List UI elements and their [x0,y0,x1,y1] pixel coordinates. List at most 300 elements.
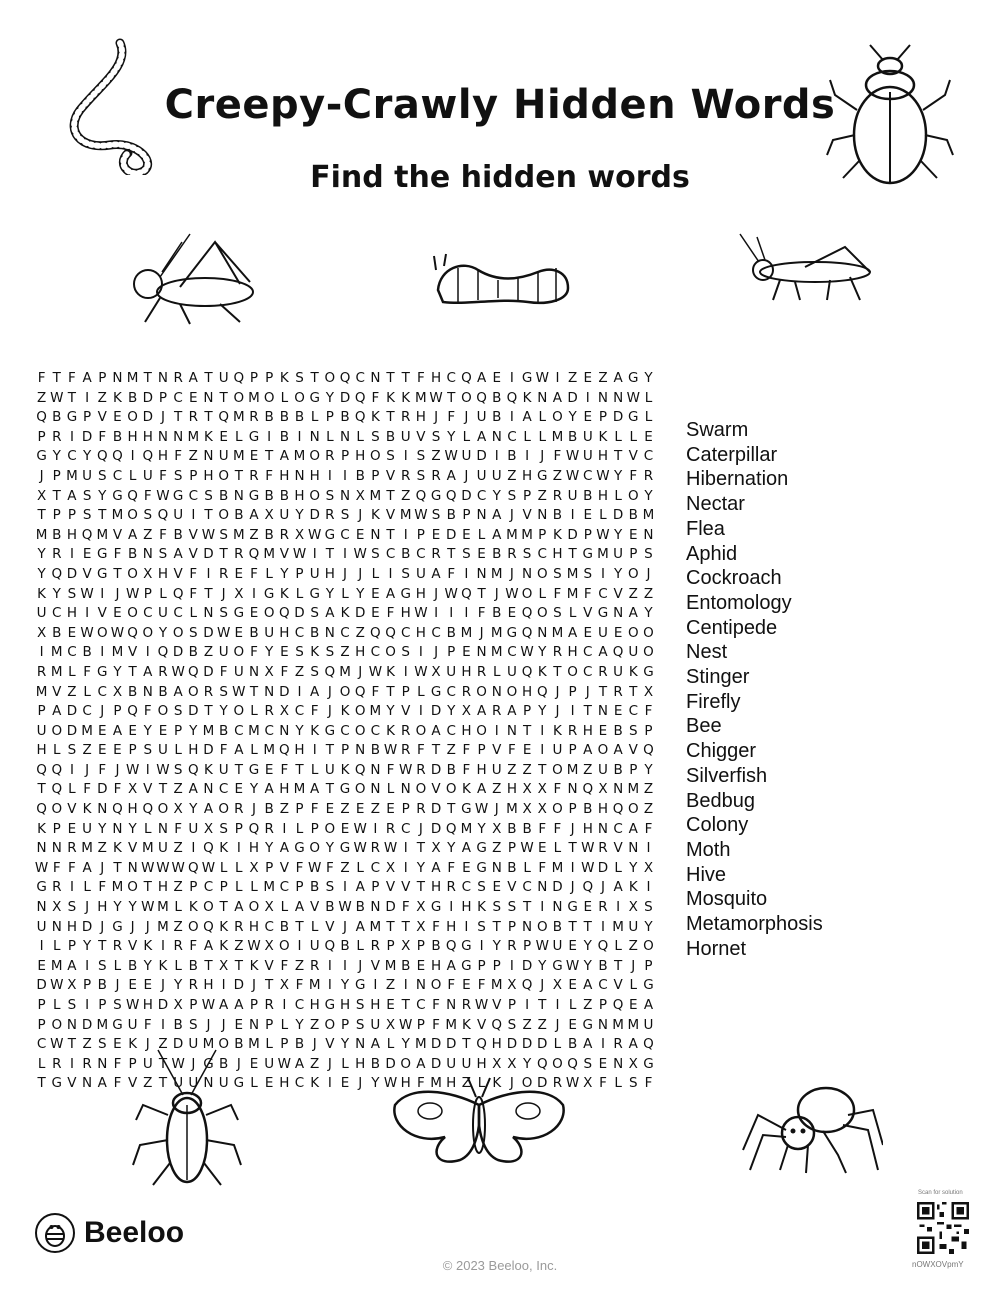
grid-letter: D [66,565,78,582]
grid-letter: O [552,801,563,818]
word-list-item: Bedbug [686,789,755,812]
grid-letter: N [157,370,169,386]
grid-letter: J [115,977,120,994]
grid-letter: E [568,977,577,994]
grid-letter: O [445,781,457,798]
grid-letter: J [509,507,514,524]
grid-letter: L [386,781,395,798]
grid-letter: N [613,389,624,406]
grid-row [34,919,656,939]
grid-letter: S [173,467,183,484]
grid-letter: C [112,467,123,484]
grid-letter: S [295,370,304,386]
grid-letter: U [309,938,320,955]
grid-letter: Y [477,820,486,837]
grid-letter: X [401,938,411,955]
word-list-item: Firefly [686,690,741,713]
grid-letter: I [525,997,530,1013]
grid-letter: O [233,644,245,661]
grid-letter: R [249,467,259,484]
grid-letter: W [414,605,428,622]
grid-letter: B [628,507,638,524]
grid-letter: I [85,605,90,622]
grid-letter: Z [507,467,517,484]
grid-letter: I [600,565,605,582]
word-list-item: Centipede [686,616,778,639]
grid-letter: H [142,428,153,445]
grid-letter: X [264,507,274,524]
grid-letter: B [325,899,335,916]
grid-letter: Q [203,840,214,857]
grid-letter: O [172,624,184,641]
grid-letter: R [370,840,381,857]
grid-letter: I [509,957,514,974]
grid-letter: A [112,722,123,739]
grid-letter: Y [189,722,198,739]
grid-letter: N [537,389,548,406]
grid-letter: O [354,722,366,739]
grid-letter: I [646,879,651,896]
grid-letter: L [614,859,622,876]
grid-letter: B [279,918,289,935]
grid-row [34,684,656,704]
grid-letter: O [127,409,138,426]
grid-letter: G [324,526,336,543]
grid-letter: X [385,859,396,876]
grid-letter: H [476,1055,487,1072]
grid-letter: R [234,918,244,935]
grid-letter: Q [187,663,199,680]
grid-letter: D [172,1036,184,1053]
grid-letter: R [309,957,320,974]
grid-letter: I [570,703,575,720]
grid-letter: M [50,644,63,661]
grid-letter: T [568,546,577,563]
grid-letter: M [612,1016,624,1033]
grid-letter: D [446,1036,457,1053]
grid-letter: A [279,448,289,465]
grid-letter: A [355,879,365,896]
grid-letter: G [339,781,351,798]
grid-letter: C [613,820,623,837]
grid-letter: A [476,781,487,798]
grid-letter: Z [355,624,365,641]
grid-letter: P [310,820,319,837]
word-list-item: Silverfish [686,764,768,787]
grid-letter: Y [522,1055,532,1072]
grid-letter: S [553,565,562,582]
grid-letter: U [264,1055,275,1072]
grid-letter: Z [537,1016,547,1033]
grid-letter: W [429,389,443,406]
grid-letter: U [613,546,624,563]
grid-letter: M [445,1016,458,1033]
grid-letter: Z [143,1075,153,1092]
grid-letter: Z [446,742,456,759]
grid-letter: D [157,997,169,1013]
grid-letter: T [447,801,456,818]
grid-letter: H [506,781,517,798]
grid-letter: P [113,703,122,720]
grid-letter: O [309,448,320,465]
grid-letter: I [388,565,393,582]
grid-letter: Q [127,703,138,720]
grid-letter: A [507,703,517,720]
grid-letter: M [612,918,624,935]
grid-letter: X [36,487,47,504]
grid-letter: L [614,487,622,504]
grid-letter: N [324,624,335,641]
grid-letter: I [267,428,272,445]
grid-letter: U [218,761,229,778]
grid-letter: T [401,997,410,1013]
grid-letter: G [36,448,47,465]
grid-letter: M [35,526,48,543]
grid-letter: H [188,742,199,759]
grid-letter: I [494,722,499,739]
grid-letter: L [568,997,577,1013]
grid-letter: I [555,997,560,1013]
grid-letter: U [158,605,168,622]
grid-letter: D [506,1036,518,1053]
grid-letter: L [128,467,137,484]
grid-letter: I [646,840,651,857]
grid-letter: M [263,742,275,759]
grid-letter: O [324,820,336,837]
grid-letter: V [279,859,289,876]
grid-letter: N [597,389,608,406]
grid-letter: I [343,467,348,484]
grid-letter: F [508,742,516,759]
grid-letter: H [203,977,214,994]
grid-letter: N [476,565,487,582]
grid-letter: M [141,840,154,857]
grid-letter: I [525,448,530,465]
grid-letter: N [36,840,47,857]
grid-letter: O [476,722,487,739]
word-list-item: Bee [686,715,722,738]
grid-letter: J [585,683,590,700]
grid-letter: T [174,409,183,426]
grid-letter: F [37,370,46,386]
grid-row [34,821,656,841]
grid-letter: R [203,683,214,700]
grid-letter: V [628,742,638,759]
grid-letter: F [477,977,486,994]
grid-letter: T [37,1075,46,1092]
grid-letter: B [310,879,320,896]
grid-letter: P [295,801,304,818]
grid-letter: I [191,507,196,524]
grid-letter: T [416,840,425,857]
grid-letter: R [552,1075,563,1092]
grid-letter: P [629,761,638,778]
word-list-item: Metamorphosis [686,913,823,936]
grid-letter: T [265,977,274,994]
grid-letter: A [476,703,487,720]
grid-letter: V [97,605,107,622]
grid-letter: Q [461,370,472,386]
grid-letter: B [249,624,259,641]
grid-letter: S [97,1036,107,1053]
grid-letter: C [36,1036,47,1053]
grid-letter: U [628,644,639,661]
grid-letter: F [310,801,319,818]
grid-letter: E [462,526,471,543]
grid-letter: Q [643,1036,654,1053]
grid-letter: C [400,820,411,837]
word-list-item: Moth [686,838,731,861]
grid-letter: A [476,370,487,386]
grid-letter: Z [492,781,502,798]
grid-letter: V [127,1075,138,1092]
grid-letter: N [537,624,548,641]
grid-letter: P [67,938,76,955]
grid-letter: Z [294,957,305,974]
grid-letter: Q [127,487,138,504]
grid-letter: Y [325,840,334,857]
grid-letter: A [310,781,320,798]
grid-letter: F [447,409,456,426]
word-list-item: Nectar [686,493,745,516]
brand-logo [34,1212,184,1254]
grid-letter: L [417,683,425,700]
grid-letter: Y [644,918,653,935]
grid-letter: N [203,1075,214,1092]
grid-letter: S [219,526,228,543]
grid-letter: R [249,409,259,426]
grid-letter: T [431,742,441,759]
grid-letter: R [476,663,487,680]
grid-letter: O [627,487,639,504]
grid-letter: F [83,781,91,798]
word-list-item: Aphid [686,542,738,565]
grid-letter: N [97,801,108,818]
grid-letter: P [98,370,107,386]
worm-icon [60,35,170,175]
grid-letter: P [447,644,456,661]
grid-letter: L [265,565,273,582]
grid-letter: P [83,409,92,426]
grid-letter: E [280,644,289,661]
grid-letter: T [67,389,77,406]
grid-letter: W [399,1016,413,1033]
grid-letter: G [400,585,411,602]
grid-letter: H [355,644,366,661]
grid-letter: K [219,938,229,955]
grid-letter: V [264,957,274,974]
grid-letter: K [553,526,562,543]
grid-letter: F [83,663,91,680]
grid-letter: U [82,467,93,484]
grid-letter: C [370,644,381,661]
grid-letter: Z [340,859,350,876]
grid-letter: F [143,487,152,504]
grid-letter: Q [445,820,457,837]
grid-letter: A [310,683,320,700]
grid-letter: L [477,1075,486,1092]
grid-letter: F [219,742,228,759]
grid-letter: N [522,918,533,935]
grid-letter: M [369,703,382,720]
grid-letter: X [173,997,183,1013]
grid-letter: L [538,585,547,602]
grid-letter: C [67,448,77,465]
grid-letter: P [37,428,46,445]
grid-letter: F [98,761,107,778]
grid-letter: B [507,859,517,876]
grid-letter: E [113,1036,122,1053]
grid-letter: E [583,624,593,641]
grid-letter: V [628,448,638,465]
grid-letter: S [416,467,426,484]
grid-letter: G [248,761,260,778]
grid-letter: X [264,663,274,680]
grid-letter: I [540,899,545,916]
grid-letter: F [417,1075,425,1092]
grid-letter: E [234,781,244,798]
grid-letter: J [464,467,469,484]
grid-letter: B [552,918,563,935]
grid-letter: F [189,585,198,602]
grid-letter: G [506,624,518,641]
grid-letter: I [85,997,90,1013]
grid-letter: D [97,781,108,798]
grid-letter: W [308,526,322,543]
grid-letter: C [67,644,77,661]
grid-letter: I [100,585,105,602]
grid-letter: S [204,487,213,504]
grid-letter: I [327,467,332,484]
grid-letter: C [431,624,441,641]
grid-row [34,938,656,958]
grid-letter: V [401,879,411,896]
grid-letter: Y [492,487,501,504]
grid-letter: L [250,1075,258,1092]
grid-letter: O [157,801,169,818]
grid-letter: M [157,899,169,916]
grid-letter: I [85,389,90,406]
grid-letter: M [35,683,48,700]
grid-letter: Y [219,703,228,720]
grid-letter: C [82,703,92,720]
grid-letter: P [371,467,380,484]
grid-letter: Z [401,487,411,504]
grid-letter: D [521,1036,533,1053]
grid-letter: K [628,879,638,896]
grid-letter: M [232,409,245,426]
grid-letter: S [644,546,653,563]
grid-letter: I [600,918,605,935]
grid-letter: L [280,899,289,916]
grid-letter: Q [354,761,366,778]
grid-letter: B [173,526,183,543]
grid-letter: B [82,644,92,661]
grid-letter: T [583,918,592,935]
grid-letter: H [97,899,108,916]
grid-letter: B [264,487,274,504]
grid-letter: P [538,526,547,543]
grid-letter: P [189,997,198,1013]
grid-letter: H [597,448,609,465]
grid-letter: V [52,683,62,700]
grid-letter: T [613,448,623,465]
grid-letter: M [597,546,609,563]
grid-letter: M [248,1036,260,1053]
grid-letter: U [279,507,290,524]
grid-letter: Q [582,781,594,798]
grid-letter: Q [339,370,351,386]
grid-letter: D [233,977,245,994]
qr-code-icon[interactable] [917,1202,969,1254]
grid-letter: G [643,663,654,680]
grid-letter: Z [522,761,532,778]
grid-letter: W [171,663,185,680]
grid-letter: N [567,781,578,798]
grid-letter: P [189,467,198,484]
grid-letter: E [371,605,380,622]
grid-letter: W [383,1075,398,1092]
grid-letter: P [128,1055,137,1072]
grid-letter: H [597,801,609,818]
grid-letter: A [370,1036,380,1053]
grid-letter: T [568,918,577,935]
grid-letter: C [340,624,350,641]
grid-letter: W [474,801,489,818]
grid-letter: C [446,370,456,386]
grid-letter: C [218,781,229,798]
grid-letter: Q [521,663,533,680]
grid-letter: K [461,1016,471,1033]
grid-letter: J [358,663,363,680]
grid-letter: A [492,526,502,543]
grid-letter: Z [643,781,654,798]
grid-letter: S [583,1055,593,1072]
grid-letter: L [265,1036,273,1053]
grid-letter: Z [340,801,350,818]
grid-letter: W [80,624,94,641]
grid-letter: E [249,448,259,465]
grid-letter: S [522,546,532,563]
grid-letter: W [444,448,458,465]
grid-letter: A [234,742,244,759]
grid-letter: T [204,703,213,720]
grid-letter: A [461,840,472,857]
grid-letter: D [537,1036,548,1053]
grid-letter: B [219,487,229,504]
grid-letter: L [644,409,653,426]
grid-letter: L [629,977,638,994]
grid-letter: W [308,859,322,876]
grid-letter: F [462,761,471,778]
grid-letter: O [51,722,63,739]
grid-letter: A [583,742,593,759]
grid-row [34,586,656,606]
grid-letter: X [598,781,608,798]
grid-letter: I [585,389,590,406]
grid-letter: G [339,840,351,857]
grid-letter: T [325,742,334,759]
spider-icon [738,1075,883,1175]
grid-letter: H [415,624,426,641]
grid-letter: H [415,409,426,426]
grid-letter: F [538,820,547,837]
grid-letter: Q [248,820,260,837]
grid-letter: G [97,546,108,563]
grid-letter: D [567,526,578,543]
grid-letter: K [188,899,198,916]
copyright-text: © 2023 Beeloo, Inc. [442,1258,558,1273]
